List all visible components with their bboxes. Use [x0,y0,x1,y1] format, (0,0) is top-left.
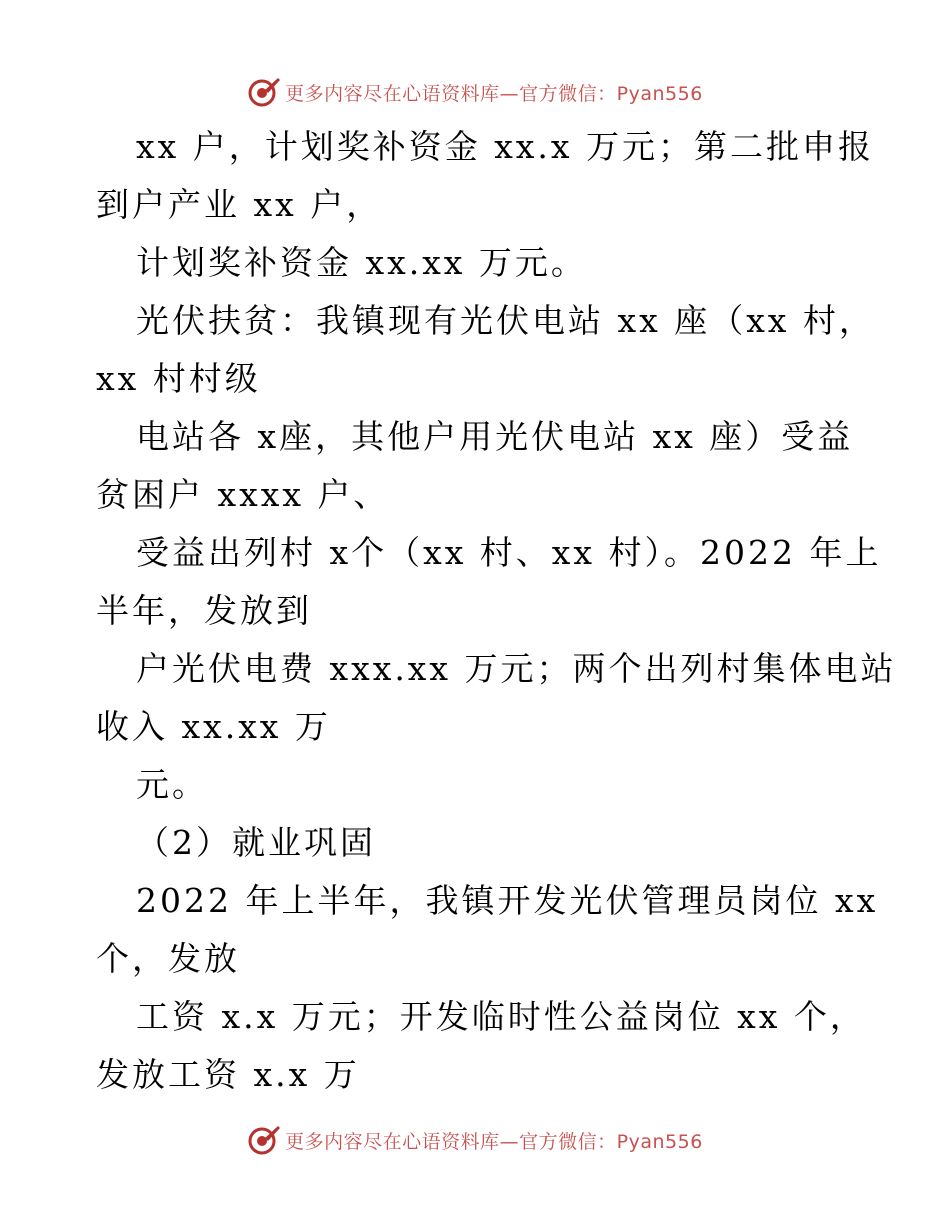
body-text-line: 个，发放 [96,939,240,978]
body-text-line: （2）就业巩固 [136,823,376,862]
body-text-line: 2022 年上半年，我镇开发光伏管理员岗位 xx [136,881,879,920]
body-text-line: 户光伏电费 xxx.xx 万元；两个出列村集体电站 [136,649,897,688]
body-text-line: xx 村村级 [96,359,261,398]
pen-nib-circle-icon [247,1123,281,1157]
body-text-line: 发放工资 x.x 万 [96,1055,360,1094]
body-text-line: 元。 [136,765,208,804]
body-text-line: 受益出列村 x个（xx 村、xx 村）。2022 年上 [136,533,882,572]
body-text-line: xx 户，计划奖补资金 xx.x 万元；第二批申报 [136,127,875,166]
body-text-line: 到户产业 xx 户， [96,185,383,224]
body-text-line: 收入 xx.xx 万 [96,707,331,746]
body-text-line: 半年，发放到 [96,591,312,630]
header-watermark-banner [0,72,950,112]
pen-nib-circle-icon [247,75,281,109]
body-text-line: 电站各 x座，其他户用光伏电站 xx 座）受益 [136,417,854,456]
footer-watermark-text: 更多内容尽在心语资料库—官方微信：Pyan556 [285,1130,703,1153]
footer-watermark-banner [0,1120,950,1160]
body-text-line: 计划奖补资金 xx.xx 万元。 [136,243,587,282]
body-text-line: 贫困户 xxxx 户、 [96,475,390,514]
body-text-line: 光伏扶贫：我镇现有光伏电站 xx 座（xx 村， [136,301,875,340]
document-body [96,118,897,1104]
header-watermark-text: 更多内容尽在心语资料库—官方微信：Pyan556 [285,82,703,105]
body-text-line: 工资 x.x 万元；开发临时性公益岗位 xx 个， [136,997,866,1036]
